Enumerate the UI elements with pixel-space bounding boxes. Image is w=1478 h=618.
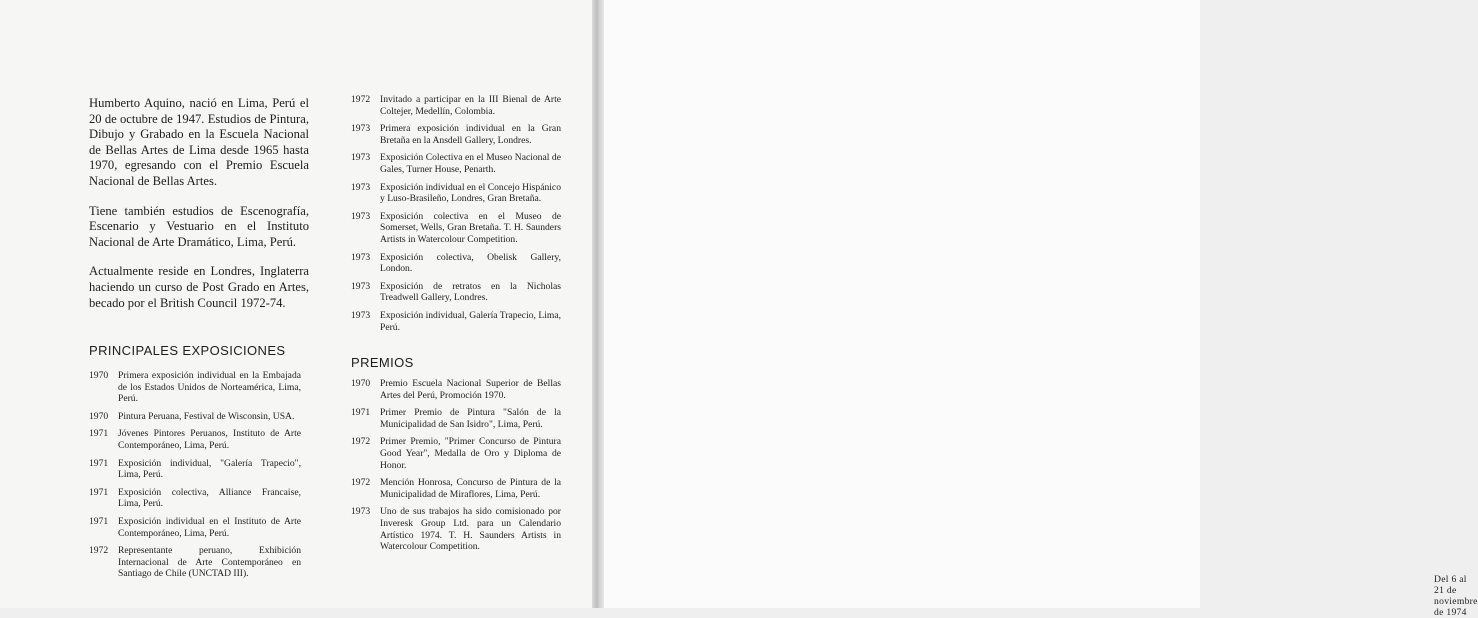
exhibition-entry	[351, 123, 561, 146]
exhibition-entry	[89, 545, 301, 580]
entry-text: Primera exposición individual en la Embajada de los Estados Unidos de Norteamérica, Lima, Perú.	[118, 370, 301, 405]
entry-year: 1973	[351, 152, 371, 164]
entry-year: 1971	[89, 515, 109, 527]
entry-year: 1971	[89, 457, 109, 469]
right-page	[604, 0, 1478, 618]
entry-text: Exposición individual, "Galería Trapecio", Lima, Perú.	[118, 457, 301, 481]
entry-year: 1970	[89, 370, 109, 381]
entry-text: Pintura Peruana, Festival de Wisconsin, USA.	[118, 410, 295, 422]
exhibition-entry	[351, 310, 561, 333]
artist-biography	[89, 96, 309, 325]
award-entry	[351, 477, 561, 500]
left-page	[0, 0, 597, 608]
entry-text: Premio Escuela Nacional Superior de Bellas Artes del Perú, Promoción 1970.	[380, 378, 561, 401]
awards-list	[351, 378, 561, 559]
entry-year: 1973	[351, 280, 371, 292]
award-entry	[351, 436, 561, 471]
exhibition-entry	[351, 182, 561, 205]
award-entry	[351, 506, 561, 552]
exhibitions-list-part-1	[89, 370, 301, 586]
bio-paragraph-1: Humberto Aquino, nació en Lima, Perú el 20 de octubre de 1947. Estudios de Pintura, Dibujo y Grabado en la Escuela Nacional de Bellas Artes de Lima desde 1965 hasta 1970, egresando con el Premio Escuela Nacional de Bellas Artes.	[89, 96, 309, 188]
entry-text: Invitado a participar en la III Bienal de Arte Coltejer, Medellín, Colombia.	[380, 94, 561, 117]
entry-year: 1973	[351, 251, 371, 263]
entry-year: 1972	[89, 545, 109, 557]
bio-paragraph-2: Tiene también estudios de Escenografía, Escenario y Vestuario en el Instituto Nacional de Arte Dramático, Lima, Perú.	[89, 203, 309, 249]
exhibition-entry	[89, 516, 301, 539]
entry-text: Exposición individual en el Instituto de Arte Contemporáneo, Lima, Perú.	[118, 515, 301, 539]
entry-year: 1972	[351, 94, 371, 105]
entry-text: Exposición Colectiva en el Museo Nacional de Gales, Turner House, Penarth.	[380, 152, 561, 175]
bio-paragraph-3: Actualmente reside en Londres, Inglaterra haciendo un curso de Post Grado en Artes, becado por el British Council 1972-74.	[89, 264, 309, 310]
entry-year: 1973	[351, 123, 371, 135]
entry-year: 1971	[89, 486, 109, 498]
exhibition-entry	[89, 411, 301, 423]
entry-text: Primer Premio de Pintura "Salón de la Municipalidad de San Isidro", Lima, Perú.	[380, 407, 561, 430]
entry-year: 1972	[351, 477, 371, 489]
entry-year: 1970	[351, 378, 371, 389]
exhibition-entry	[89, 370, 301, 405]
exhibition-entry	[89, 458, 301, 481]
award-entry	[351, 378, 561, 401]
entry-text: Mención Honrosa, Concurso de Pintura de la Municipalidad de Miraflores, Lima, Perú.	[380, 477, 561, 500]
entry-text: Exposición colectiva en el Museo de Somerset, Wells, Gran Bretaña. T. H. Saunders Artists in Watercolour Competition.	[380, 210, 561, 245]
exhibition-entry	[351, 94, 561, 117]
entry-year: 1971	[89, 428, 109, 440]
entry-year: 1971	[351, 407, 371, 419]
entry-text: Exposición individual en el Concejo Hispánico y Luso-Brasileño, Londres, Gran Bretaña.	[380, 181, 561, 205]
exhibition-entry	[351, 152, 561, 175]
exhibition-entry	[351, 281, 561, 304]
exhibition-dates: Del 6 al 21 de noviembre de 1974	[1434, 574, 1478, 618]
entry-text: Primera exposición individual en la Gran Bretaña en la Ansdell Gallery, Londres.	[380, 123, 561, 146]
exhibition-entry	[89, 487, 301, 510]
binding-gutter	[592, 0, 604, 608]
exhibitions-list-part-2	[351, 94, 561, 339]
entry-year: 1970	[89, 410, 109, 422]
entry-text: Exposición de retratos en la Nicholas Treadwell Gallery, Londres.	[380, 280, 561, 304]
exhibition-entry	[351, 211, 561, 246]
entry-year: 1973	[351, 210, 371, 222]
entry-text: Jóvenes Pintores Peruanos, Instituto de Arte Contemporáneo, Lima, Perú.	[118, 428, 301, 451]
entry-year: 1972	[351, 436, 371, 448]
entry-text: Exposición individual, Galería Trapecio, Lima, Perú.	[380, 309, 561, 333]
entry-year: 1973	[351, 506, 371, 518]
awards-heading: PREMIOS	[351, 355, 414, 370]
entry-year: 1973	[351, 181, 371, 193]
entry-text: Primer Premio, "Primer Concurso de Pintura Good Year", Medalla de Oro y Diploma de Honor.	[380, 436, 561, 471]
entry-text: Exposición colectiva, Obelisk Gallery, London.	[380, 251, 561, 275]
exhibition-entry	[89, 428, 301, 451]
exhibitions-heading: PRINCIPALES EXPOSICIONES	[89, 343, 286, 358]
entry-text: Exposición colectiva, Alliance Francaise, Lima, Perú.	[118, 486, 301, 510]
entry-text: Representante peruano, Exhibición Internacional de Arte Contemporáneo en Santiago de Chile (UNCTAD III).	[118, 545, 301, 580]
exhibition-entry	[351, 252, 561, 275]
award-entry	[351, 407, 561, 430]
entry-year: 1973	[351, 309, 371, 321]
entry-text: Uno de sus trabajos ha sido comisionado por Inveresk Group Ltd. para un Calendario Artístico 1974. T. H. Saunders Artists in Watercolour Competition.	[380, 506, 561, 553]
